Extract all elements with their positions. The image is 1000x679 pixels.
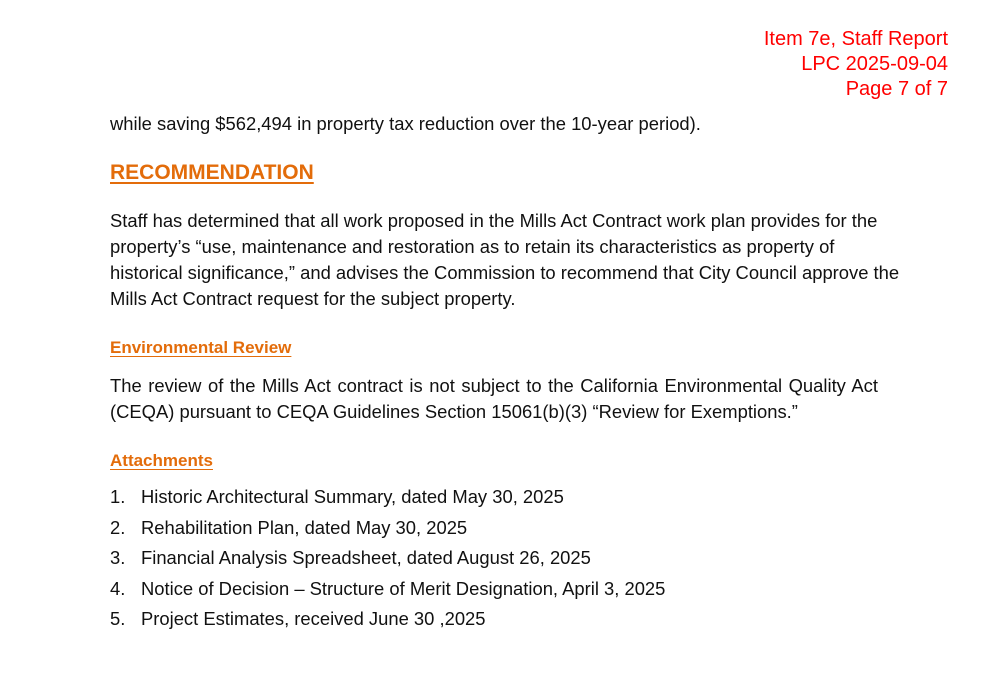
- list-item-text: Project Estimates, received June 30 ,2025: [141, 608, 486, 630]
- document-body: [110, 110, 910, 637]
- list-item-text: Rehabilitation Plan, dated May 30, 2025: [141, 516, 468, 538]
- header-item-line: Item 7e, Staff Report: [763, 28, 948, 50]
- recommendation-heading: RECOMMENDATION: [110, 161, 314, 184]
- environmental-review-heading: Environmental Review: [110, 338, 292, 357]
- header-page-line: Page 7 of 7: [845, 78, 948, 100]
- list-item-text: Notice of Decision – Structure of Merit Designation, April 3, 2025: [141, 577, 666, 599]
- list-item-text: Historic Architectural Summary, dated May 30, 2025: [141, 486, 564, 507]
- report-header: [764, 27, 948, 102]
- list-item-number: 1.: [110, 486, 126, 507]
- attachments-list: [110, 484, 910, 632]
- list-item: [110, 515, 910, 541]
- list-item-number: 2.: [110, 516, 126, 538]
- header-date-line: LPC 2025-09-04: [801, 53, 948, 75]
- attachments-heading: Attachments: [110, 451, 213, 470]
- list-item-number: 3.: [110, 547, 126, 569]
- list-item: [110, 484, 910, 510]
- list-item-number: 4.: [110, 577, 126, 599]
- intro-text: while saving $562,494 in property tax reduction over the 10-year period).: [110, 113, 701, 134]
- environmental-review-paragraph: The review of the Mills Act contract is not subject to the California Environmental Quality Act (CEQA) pursuant to CEQA Guidelines Section 15061(b)(3) “Review for Exemptions.”: [110, 375, 878, 422]
- list-item: [110, 545, 910, 571]
- list-item-number: 5.: [110, 608, 126, 630]
- list-item: [110, 606, 910, 632]
- list-item-text: Financial Analysis Spreadsheet, dated August 26, 2025: [141, 547, 591, 569]
- recommendation-paragraph: Staff has determined that all work proposed in the Mills Act Contract work plan provides for the property’s “use, maintenance and restoration as to retain its characteristics as property of historical significance,” and advises the Commission to recommend that City Council approve the Mills Act Contract request for the subject property.: [110, 210, 900, 309]
- list-item: [110, 576, 910, 602]
